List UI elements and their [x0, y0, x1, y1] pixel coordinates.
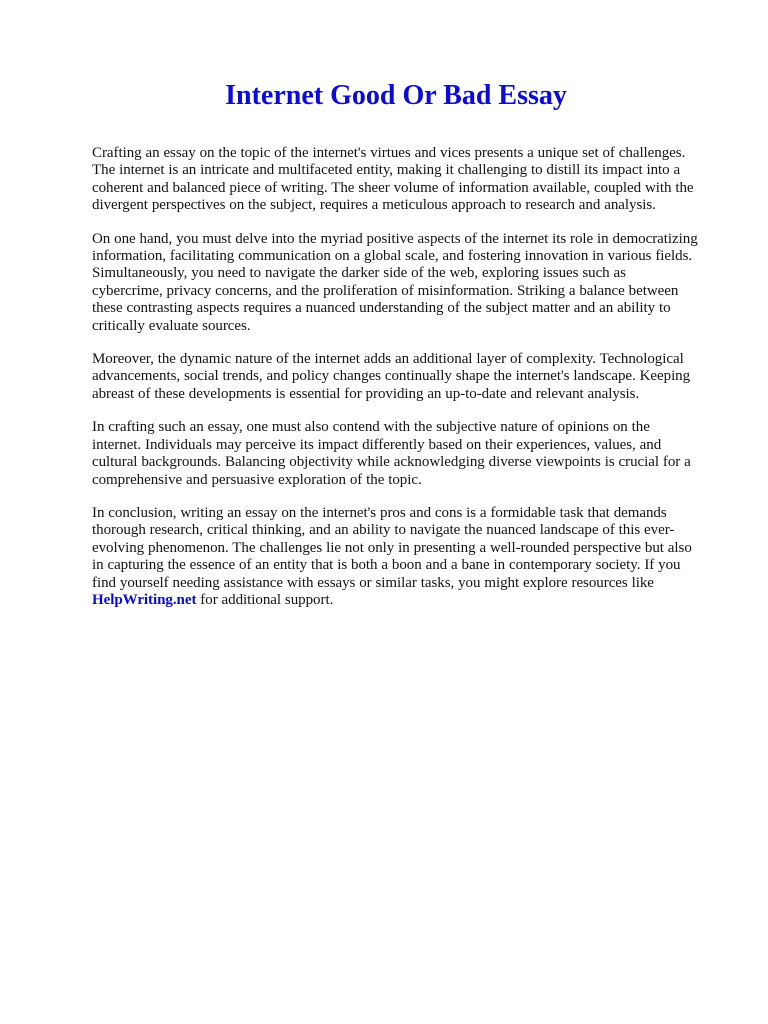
paragraph-subjective-opinions: In crafting such an essay, one must also contend with the subjective nature of opinions on the internet. Individuals may perceive its impact differently based on their experiences, values, and cultural backgrounds. Balancing objectivity while acknowledging diverse viewpoints is crucial for a comprehensive and persuasive exploration of the topic.	[92, 419, 691, 488]
conclusion-text: In conclusion, writing an essay on the internet's pros and cons is a formidable task that demands thorough research, critical thinking, and an ability to navigate the nuanced landscape of this ever-evolving phenomenon. The challenges lie not only in presenting a well-rounded perspective but also in capturing the essence of an entity that is both a boon and a bane in contemporary society. If you find yourself needing assistance with essays or similar tasks, you might explore resources like	[92, 504, 692, 591]
conclusion-trailing-text: for additional support.	[200, 591, 334, 608]
paragraph-conclusion	[92, 505, 698, 609]
helpwriting-link[interactable]: HelpWriting.net	[92, 591, 197, 608]
paragraph-positive-negative: On one hand, you must delve into the myriad positive aspects of the internet its role in democratizing information, facilitating communication on a global scale, and fostering innovation in various fields. Simultaneously, you need to navigate the darker side of the web, exploring issues such as cybercrime, privacy concerns, and the proliferation of misinformation. Striking a balance between these contrasting aspects requires a nuanced understanding of the subject matter and an ability to critically evaluate sources.	[92, 230, 698, 334]
page-title: Internet Good Or Bad Essay	[225, 80, 567, 111]
paragraph-intro: Crafting an essay on the topic of the internet's virtues and vices presents a unique set of challenges. The internet is an intricate and multifaceted entity, making it challenging to distill its impact into a coherent and balanced piece of writing. The sheer volume of information available, coupled with the divergent perspectives on the subject, requires a meticulous approach to research and analysis.	[92, 145, 694, 214]
paragraph-dynamic-nature: Moreover, the dynamic nature of the internet adds an additional layer of complexity. Technological advancements, social trends, and policy changes continually shape the internet's landscape. Keeping abreast of these developments is essential for providing an up-to-date and relevant analysis.	[92, 351, 691, 402]
